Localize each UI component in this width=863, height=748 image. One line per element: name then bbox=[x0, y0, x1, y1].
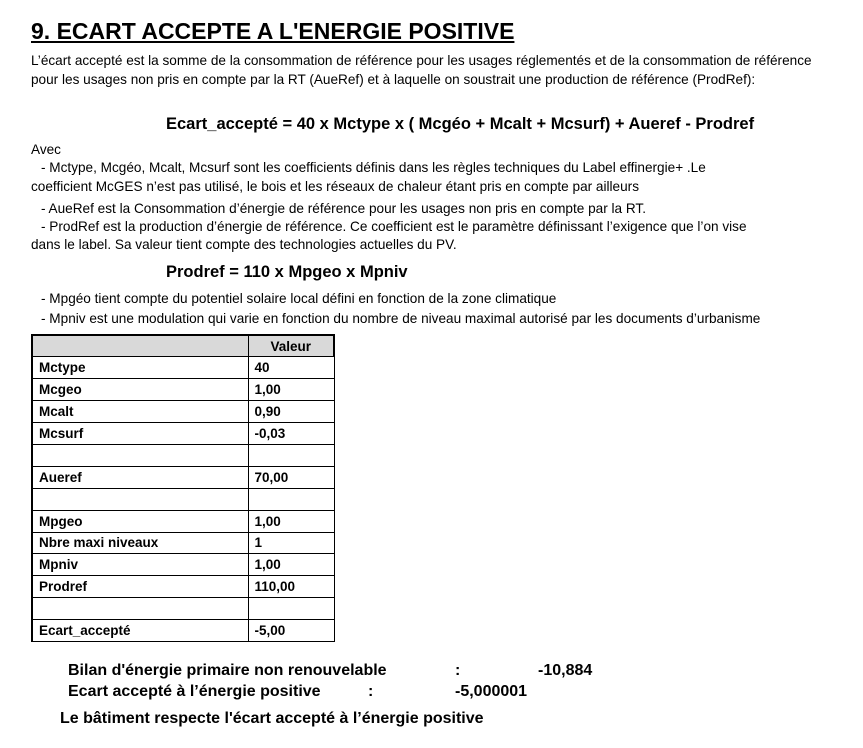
table-row bbox=[32, 510, 334, 532]
bullet-prodref: - ProdRef est la production d’énergie de référence. Ce coefficient est le paramètre définissant l’exigence que l’on vise bbox=[41, 219, 747, 234]
bullet-coefficients: - Mctype, Mcgéo, Mcalt, Mcsurf sont les coefficients définis dans les règles techniques du Label effinergie+ .Le bbox=[41, 160, 706, 175]
prodref-formula: Prodref = 110 x Mpgeo x Mpniv bbox=[166, 263, 408, 281]
row-label: Mcgeo bbox=[32, 379, 248, 401]
row-value: 1,00 bbox=[248, 510, 334, 532]
row-label: Mcsurf bbox=[32, 423, 248, 445]
table-row bbox=[32, 620, 334, 642]
row-label bbox=[32, 488, 248, 510]
bilan-label: Bilan d'énergie primaire non renouvelable bbox=[68, 662, 387, 679]
row-label: Mpniv bbox=[32, 554, 248, 576]
table-row bbox=[32, 379, 334, 401]
row-value bbox=[248, 488, 334, 510]
table-row bbox=[32, 444, 334, 466]
row-label: Nbre maxi niveaux bbox=[32, 532, 248, 554]
table-header-label bbox=[32, 335, 248, 357]
row-label: Mpgeo bbox=[32, 510, 248, 532]
row-label: Mctype bbox=[32, 357, 248, 379]
intro-paragraph: L’écart accepté est la somme de la consommation de référence pour les usages réglementés et de la consommation de référence pour les usages non pris en compte par la RT (AueRef) et à laquelle on soustrait une production de référence (ProdRef): bbox=[31, 53, 812, 87]
table-row bbox=[32, 532, 334, 554]
table-row bbox=[32, 576, 334, 598]
table-row bbox=[32, 466, 334, 488]
ecart-formula: Ecart_accepté = 40 x Mctype x ( Mcgéo + Mcalt + Mcsurf) + Aueref - Prodref bbox=[166, 115, 755, 133]
row-label bbox=[32, 444, 248, 466]
row-value: 1,00 bbox=[248, 379, 334, 401]
bullet-mpniv: - Mpniv est une modulation qui varie en fonction du nombre de niveau maximal autorisé par les documents d’urbanisme bbox=[41, 311, 761, 326]
row-value: 1,00 bbox=[248, 554, 334, 576]
row-value bbox=[248, 444, 334, 466]
row-value: -5,00 bbox=[248, 620, 334, 642]
section-title: 9. ECART ACCEPTE A L'ENERGIE POSITIVE bbox=[31, 18, 515, 44]
table-row bbox=[32, 554, 334, 576]
bullet-prodref-cont: dans le label. Sa valeur tient compte des technologies actuelles du PV. bbox=[31, 237, 457, 252]
avec-label: Avec bbox=[31, 142, 61, 157]
table-header-valeur: Valeur bbox=[248, 335, 334, 357]
row-label: Mcalt bbox=[32, 401, 248, 423]
row-label bbox=[32, 598, 248, 620]
row-value bbox=[248, 598, 334, 620]
ecart-colon: : bbox=[368, 683, 374, 700]
row-label: Ecart_accepté bbox=[32, 620, 248, 642]
row-value: 40 bbox=[248, 357, 334, 379]
row-value: 0,90 bbox=[248, 401, 334, 423]
bilan-colon: : bbox=[455, 662, 461, 679]
table-header-row bbox=[32, 335, 334, 357]
values-table bbox=[31, 334, 335, 642]
ecart-value: -5,000001 bbox=[455, 683, 528, 700]
row-value: -0,03 bbox=[248, 423, 334, 445]
table-row bbox=[32, 401, 334, 423]
table-row bbox=[32, 488, 334, 510]
bullet-aueref: - AueRef est la Consommation d’énergie de référence pour les usages non pris en compte par la RT. bbox=[41, 201, 647, 216]
row-value: 70,00 bbox=[248, 466, 334, 488]
table-row bbox=[32, 357, 334, 379]
row-value: 110,00 bbox=[248, 576, 334, 598]
row-label: Prodref bbox=[32, 576, 248, 598]
ecart-label: Ecart accepté à l’énergie positive bbox=[68, 683, 321, 700]
row-value: 1 bbox=[248, 532, 334, 554]
conclusion: Le bâtiment respecte l'écart accepté à l’énergie positive bbox=[60, 710, 484, 727]
bullet-mpgeo: - Mpgéo tient compte du potentiel solaire local défini en fonction de la zone climatique bbox=[41, 291, 557, 306]
row-label: Aueref bbox=[32, 466, 248, 488]
table-row bbox=[32, 423, 334, 445]
bilan-value: -10,884 bbox=[538, 662, 593, 679]
bullet-coefficients-cont: coefficient McGES n’est pas utilisé, le bois et les réseaux de chaleur étant pris en compte par ailleurs bbox=[31, 179, 640, 194]
table-row bbox=[32, 598, 334, 620]
